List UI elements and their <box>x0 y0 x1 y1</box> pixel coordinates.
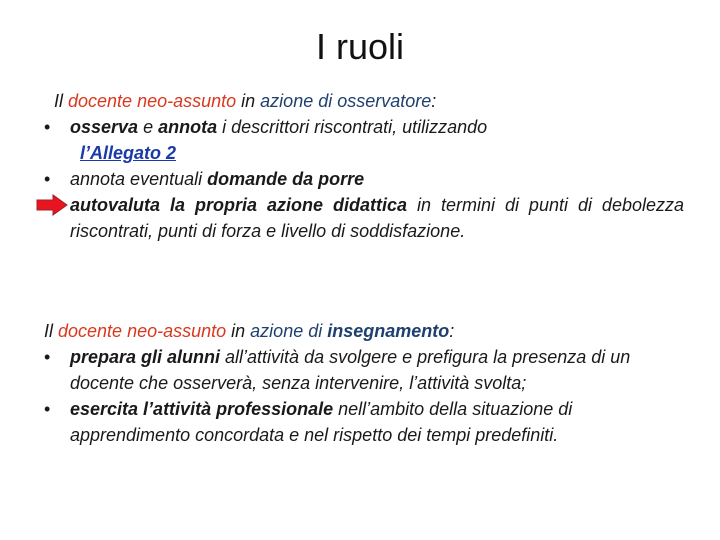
action-text: azione di <box>250 321 328 341</box>
text-e: e <box>138 117 159 137</box>
bullet-text: all’attività da svolgere e prefigura la presenza di un docente che osserverà, senza intervenire, l’attività svolta; <box>70 347 631 393</box>
bold-domande: domande da porre <box>207 169 365 189</box>
intro-suffix: : <box>431 91 437 111</box>
slide-title: I ruoli <box>315 26 405 67</box>
bullet-text: i descrittori riscontrati, utilizzando <box>217 117 488 137</box>
bullet-autovaluta <box>44 192 684 244</box>
intro-prefix: Il <box>44 321 59 341</box>
observer-section <box>44 88 684 244</box>
bold-osserva: osserva <box>70 117 139 137</box>
observer-intro <box>54 88 684 114</box>
action-text: azione di osservatore <box>260 91 432 111</box>
role-text: docente neo-assunto <box>58 321 227 341</box>
teaching-intro <box>44 318 684 344</box>
bullet-dot: • <box>44 347 51 367</box>
bold-annota: annota <box>158 117 218 137</box>
bullet-osserva <box>44 114 684 166</box>
bullet-dot: • <box>44 399 51 419</box>
allegato-2-link[interactable]: l’Allegato 2 <box>80 143 177 163</box>
role-text: docente neo-assunto <box>68 91 237 111</box>
bullet-dot: • <box>44 169 51 189</box>
intro-suffix: : <box>449 321 455 341</box>
intro-prefix: Il <box>54 91 69 111</box>
bullet-text: in termini di punti di debolezza riscontrati, punti di forza e livello di soddisfazione. <box>70 195 684 241</box>
bold-esercita: esercita l’attività professionale <box>70 399 334 419</box>
bullet-prepara <box>44 344 684 396</box>
bold-prepara: prepara gli alunni <box>70 347 221 367</box>
bullet-text: annota eventuali <box>70 169 208 189</box>
bullet-domande <box>44 166 684 192</box>
bold-insegnamento: insegnamento <box>327 321 450 341</box>
teaching-section <box>44 318 684 448</box>
bold-autovaluta: autovaluta la propria azione didattica <box>70 195 407 215</box>
intro-mid: in <box>236 91 261 111</box>
bullet-text: nell’ambito della situazione di apprendimento concordata e nel rispetto dei tempi predefiniti. <box>70 399 573 445</box>
intro-mid: in <box>226 321 251 341</box>
red-arrow-icon <box>36 194 68 216</box>
bullet-dot: • <box>44 117 51 137</box>
bullet-esercita <box>44 396 684 448</box>
